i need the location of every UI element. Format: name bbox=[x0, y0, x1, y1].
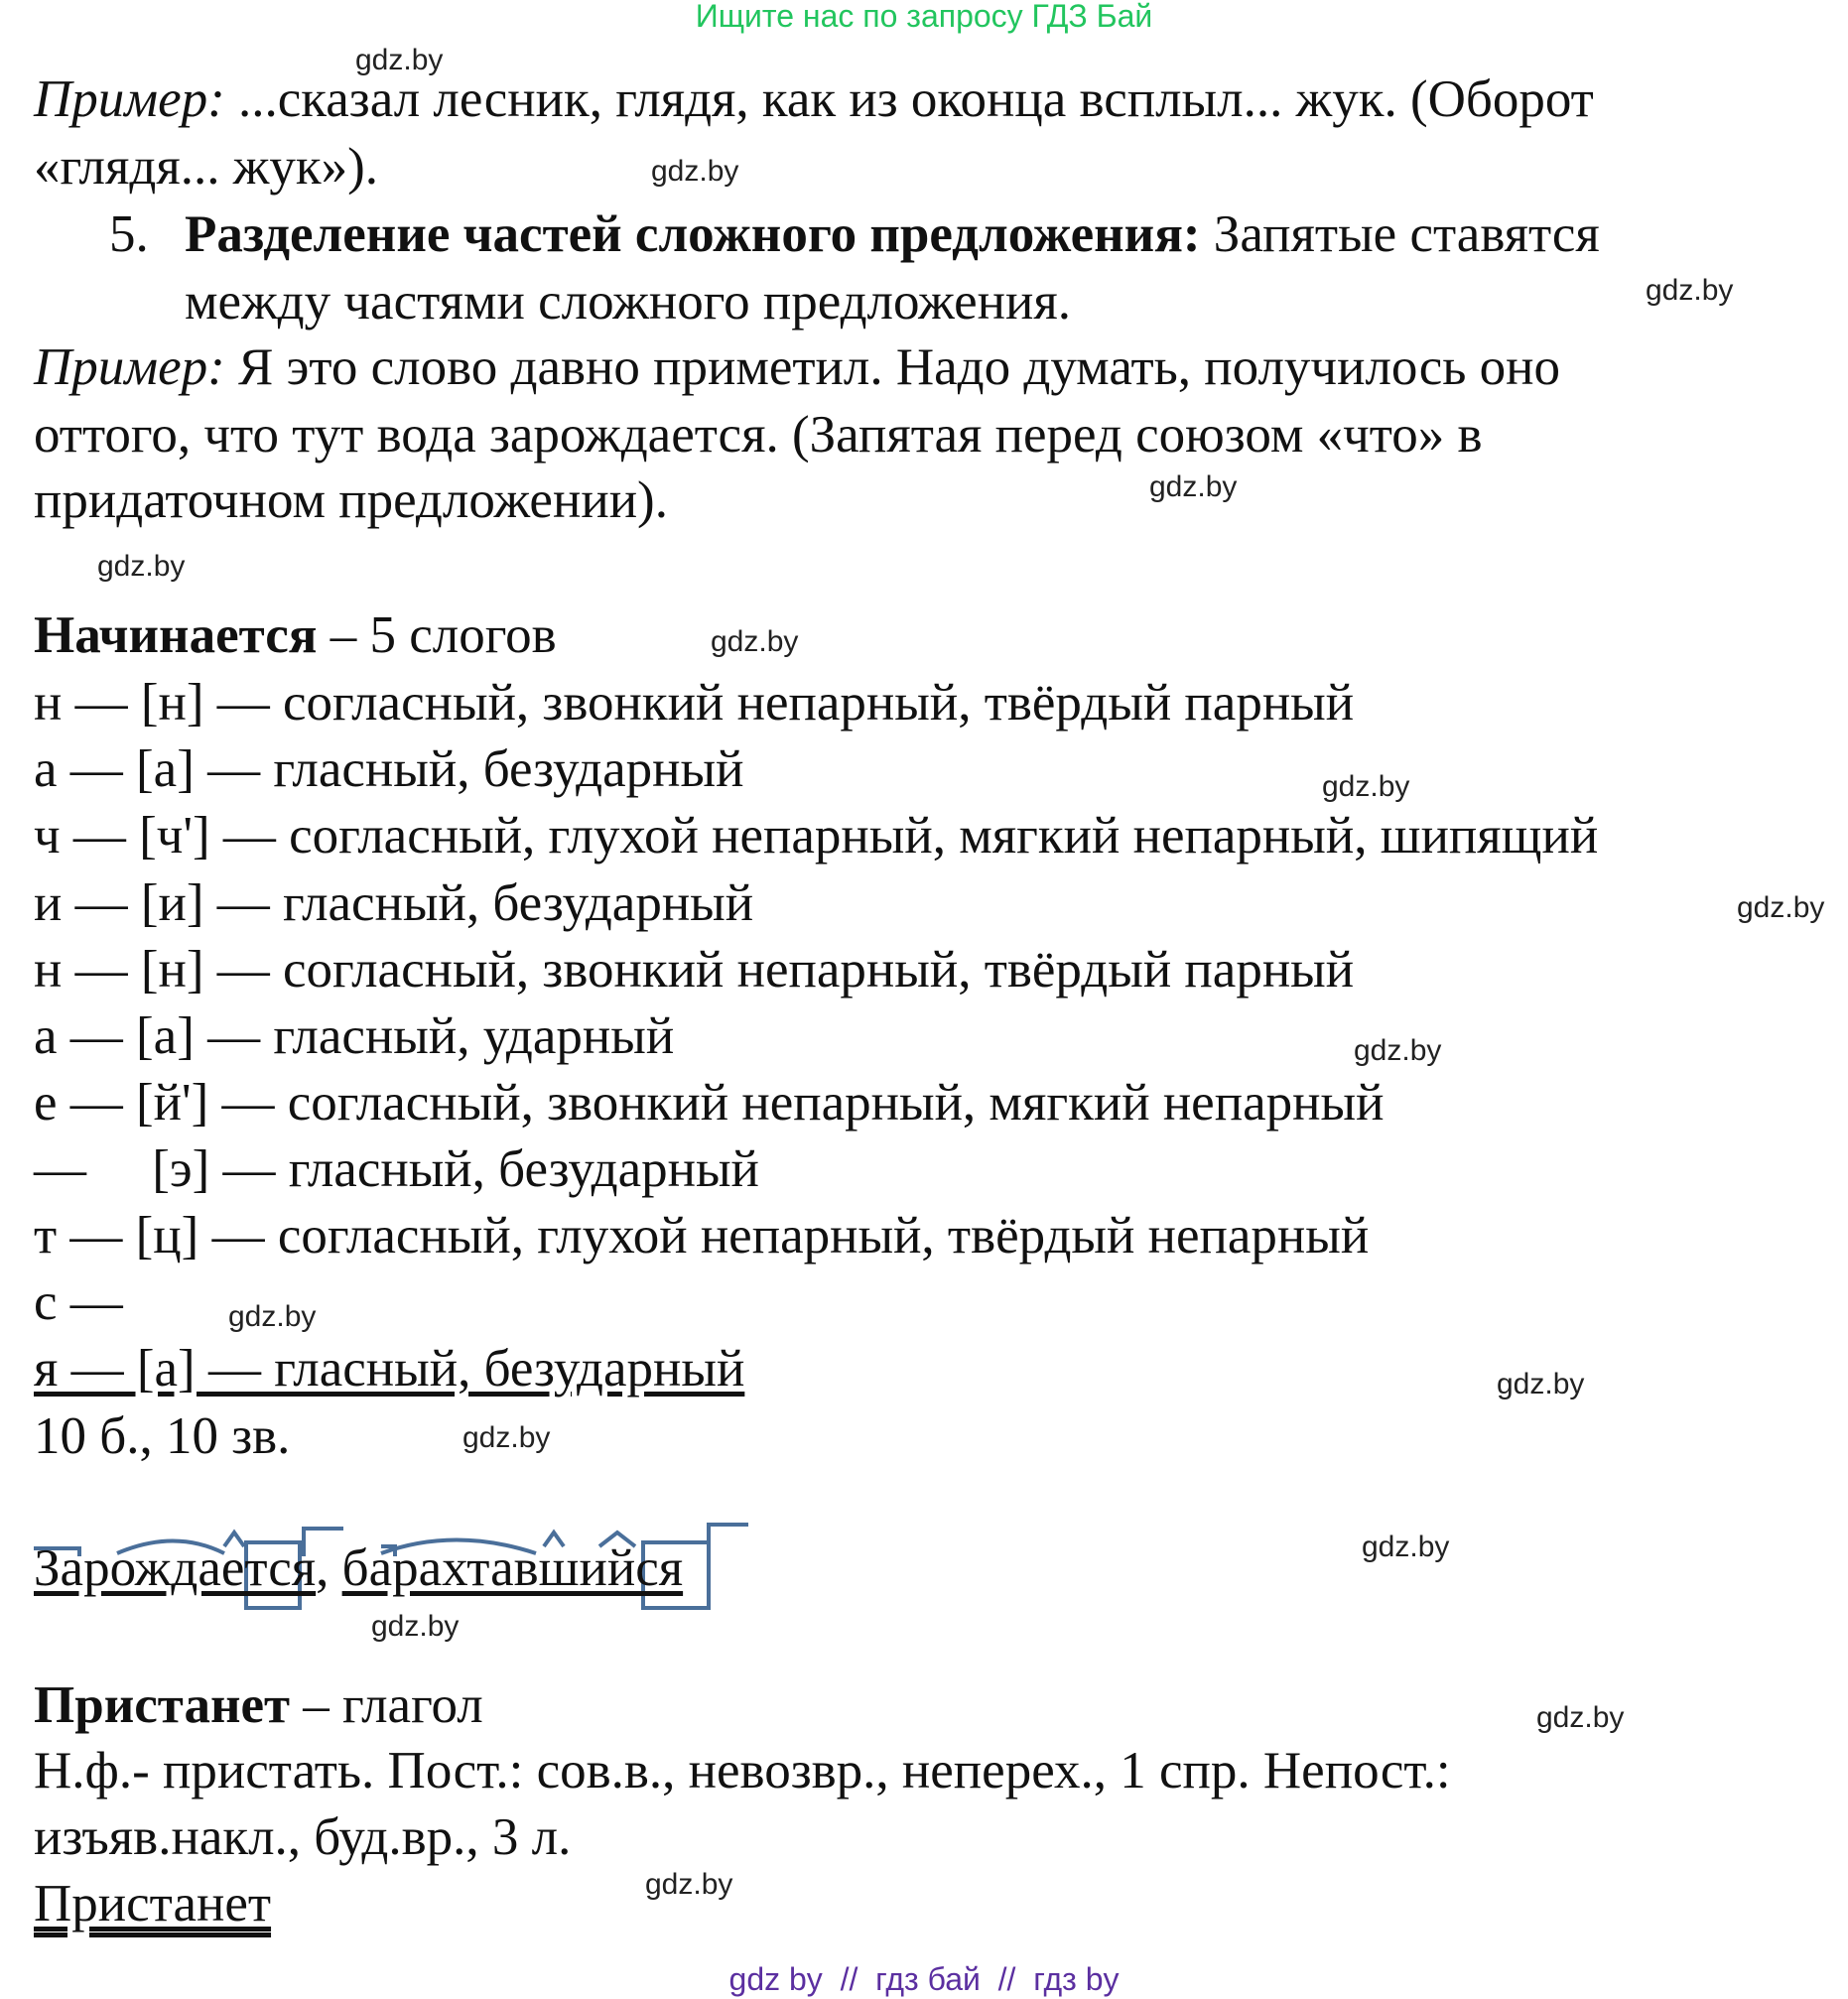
morpheme-word-2: барахтавшийся bbox=[341, 1539, 684, 1597]
rule-5-line-2: между частями сложного предложения. bbox=[185, 273, 1071, 331]
phonetic-row: а — [а] — гласный, ударный bbox=[34, 1007, 675, 1065]
phonetic-row: ч — [ч'] — согласный, глухой непарный, мягкий непарный, шипящий bbox=[34, 807, 1599, 865]
verb-underlined: Пристанет bbox=[34, 1875, 272, 1932]
watermark: gdz.by bbox=[228, 1300, 317, 1333]
example-1-line-2: «глядя... жук»). bbox=[34, 138, 378, 196]
watermark: gdz.by bbox=[355, 44, 444, 76]
example-label: Пример: bbox=[34, 70, 225, 128]
top-banner[interactable]: Ищите нас по запросу ГДЗ Бай bbox=[695, 0, 1153, 34]
example-2-line-2: оттого, что тут вода зарождается. (Запятая перед союзом «что» в bbox=[34, 406, 1483, 464]
watermark: gdz.by bbox=[1362, 1531, 1450, 1563]
watermark: gdz.by bbox=[711, 625, 799, 658]
watermark: gdz.by bbox=[1322, 770, 1410, 803]
watermark: gdz.by bbox=[1646, 274, 1734, 307]
phonetic-row-last: я — [а] — гласный, безударный bbox=[34, 1340, 745, 1398]
watermark: gdz.by bbox=[645, 1868, 733, 1901]
phonetic-summary: 10 б., 10 зв. bbox=[34, 1407, 291, 1465]
morpheme-word-1: Зарождается bbox=[34, 1539, 317, 1597]
watermark: gdz.by bbox=[97, 550, 186, 583]
watermark: gdz.by bbox=[651, 155, 739, 188]
phonetic-heading: Начинается – 5 слогов bbox=[34, 606, 557, 664]
example-2-line-3: придаточном предложении). bbox=[34, 471, 668, 529]
verb-line-2: изъяв.накл., буд.вр., 3 л. bbox=[34, 1808, 572, 1866]
verb-line-1: Н.ф.- пристать. Пост.: сов.в., невозвр., неперех., 1 спр. Непост.: bbox=[34, 1742, 1451, 1799]
phonetic-row: н — [н] — согласный, звонкий непарный, твёрдый парный bbox=[34, 674, 1355, 732]
postfix-mark bbox=[709, 1525, 748, 1556]
phonetic-word: Начинается bbox=[34, 606, 318, 664]
watermark: gdz.by bbox=[1536, 1701, 1625, 1734]
verb-heading: Пристанет – глагол bbox=[34, 1676, 483, 1734]
rule-5-line-1: Разделение частей сложного предложения: Запятые ставятся bbox=[185, 205, 1600, 263]
watermark: gdz.by bbox=[1497, 1368, 1585, 1400]
rule-5-title: Разделение частей сложного предложения: bbox=[185, 205, 1201, 263]
phonetic-row: н — [н] — согласный, звонкий непарный, твёрдый парный bbox=[34, 941, 1355, 999]
morpheme-line: Зарождается, барахтавшийся bbox=[34, 1539, 684, 1597]
example-1-line-1: Пример: ...сказал лесник, глядя, как из оконца всплыл... жук. (Оборот bbox=[34, 70, 1594, 128]
phonetic-row: а — [а] — гласный, безударный bbox=[34, 740, 744, 798]
rule-5-number: 5. bbox=[109, 205, 149, 263]
watermark: gdz.by bbox=[1149, 470, 1238, 503]
footer-links[interactable]: gdz by // гдз бай // гдз by bbox=[728, 1961, 1120, 1997]
phonetic-row: т — [ц] — согласный, глухой непарный, твёрдый непарный bbox=[34, 1207, 1370, 1265]
verb-word: Пристанет bbox=[34, 1676, 291, 1734]
phonetic-row: — [э] — гласный, безударный bbox=[34, 1140, 759, 1198]
phonetic-row: с — bbox=[34, 1273, 123, 1331]
watermark: gdz.by bbox=[1354, 1034, 1442, 1067]
watermark: gdz.by bbox=[462, 1421, 551, 1454]
phonetic-row: е — [й'] — согласный, звонкий непарный, мягкий непарный bbox=[34, 1074, 1385, 1132]
watermark: gdz.by bbox=[371, 1610, 460, 1643]
example-2-line-1: Пример: Я это слово давно приметил. Надо думать, получилось оно bbox=[34, 338, 1561, 396]
phonetic-row: и — [и] — гласный, безударный bbox=[34, 874, 754, 932]
example-label: Пример: bbox=[34, 338, 225, 396]
watermark: gdz.by bbox=[1737, 891, 1825, 924]
